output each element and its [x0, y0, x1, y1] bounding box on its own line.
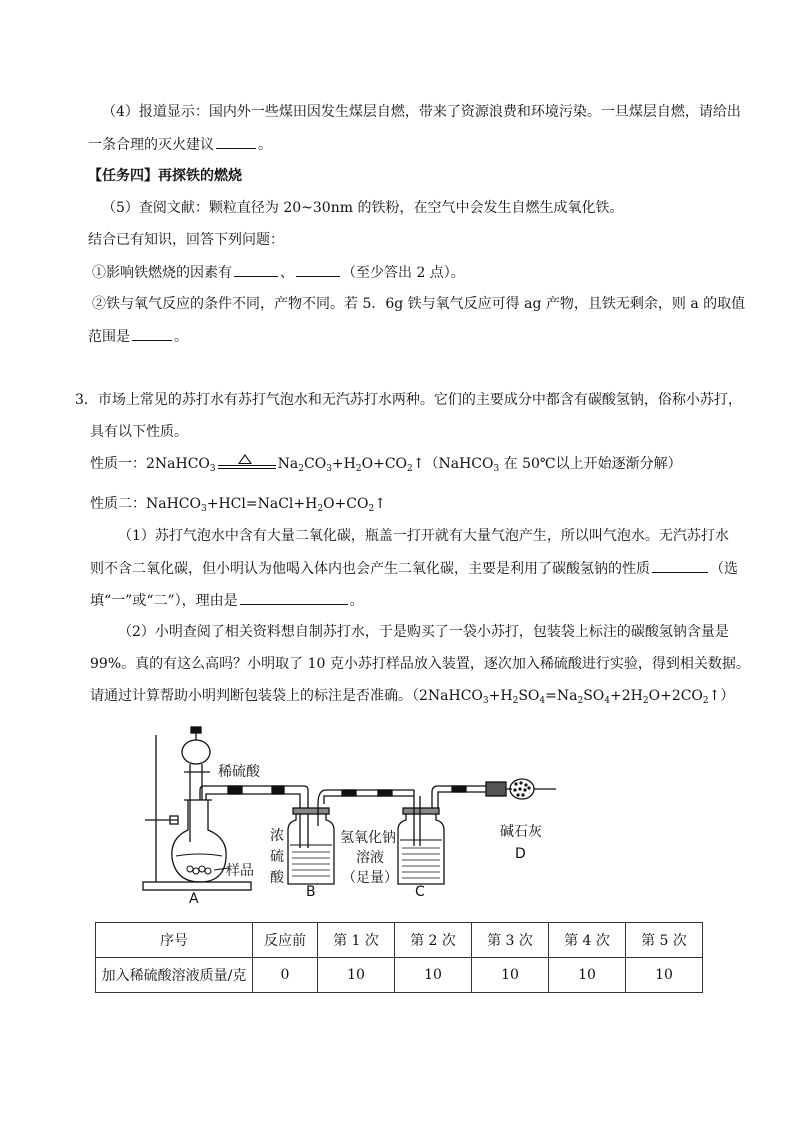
eq-text: +H — [488, 688, 513, 704]
separatory-funnel — [182, 740, 210, 764]
q2-sub2-line1: ②铁与氧气反应的条件不同，产物不同。若 5．6g 铁与氧气反应可得 ag 产物，且铁无剩余，则 a 的取值 — [92, 296, 746, 312]
sub1-prompt: ①影响铁燃烧的因素有 — [92, 265, 232, 281]
subscript: 2 — [355, 464, 362, 474]
table-header-cell: 第 1 次 — [318, 923, 395, 958]
subscript: 4 — [604, 696, 611, 706]
label-conc1: 浓 — [270, 828, 284, 844]
table-cell: 10 — [472, 958, 549, 993]
subscript: 3 — [201, 504, 207, 514]
eq-text: 请通过计算帮助小明判断包装袋上的标注是否准确。（2NaHCO — [90, 688, 483, 704]
subscript: 2 — [642, 696, 649, 706]
punct: 、 — [280, 265, 294, 281]
q3-part1-text: （选 — [710, 561, 738, 577]
table-header-cell: 第 4 次 — [549, 923, 626, 958]
eq-text: ↑（NaHCO — [412, 456, 494, 472]
table-row-label: 加入稀硫酸溶液质量/克 — [96, 958, 253, 993]
q3-intro-line1: 3．市场上常见的苏打水有苏打气泡水和无汽苏打水两种。它们的主要成分中都含有碳酸氢钠，俗称小苏打， — [75, 392, 742, 408]
q3-part2-line1: （2）小明查阅了相关资料想自制苏打水，于是购买了一袋小苏打，包装袋上标注的碳酸氢钠含量是 — [118, 624, 729, 640]
eq-text: CO — [303, 456, 327, 472]
delivery-tube — [200, 786, 308, 848]
eq-text: 性质一：2NaHCO — [90, 456, 210, 472]
eq-text: +2H — [610, 688, 643, 704]
label-b: B — [306, 884, 316, 900]
q3-part1-text: 则不含二氧化碳，但小明认为他喝入体内也会产生二氧化碳，主要是利用了碳酸氢钠的性质 — [90, 561, 650, 577]
sub1-note: （至少答出 2 点）。 — [342, 265, 465, 281]
eq-text: =Na — [545, 688, 578, 704]
punct: 。 — [174, 329, 188, 345]
table-cell: 10 — [395, 958, 472, 993]
eq-text: +H — [331, 456, 356, 472]
punct: 。 — [349, 593, 364, 609]
subscript: 3 — [482, 696, 489, 706]
eq-text: SO — [583, 688, 605, 704]
table-cell: 0 — [253, 958, 318, 993]
table-header-row — [96, 923, 703, 958]
table-header-cell: 第 5 次 — [626, 923, 703, 958]
table-header-cell: 序号 — [96, 923, 253, 958]
subscript: 2 — [702, 696, 709, 706]
bottle-b — [288, 814, 334, 884]
label-sufficient: （足量） — [342, 870, 398, 886]
label-solution: 溶液 — [356, 850, 384, 866]
label-soda-lime: 碱石灰 — [500, 824, 542, 840]
subscript: 2 — [317, 504, 324, 514]
subscript: 4 — [539, 696, 546, 706]
table-cell: 10 — [549, 958, 626, 993]
q2-part4-line1: （4）报道显示：国内外一些煤田因发生煤层自燃，带来了资源浪费和环境污染。一旦煤层自燃，请给出 — [102, 104, 741, 120]
eq-text: +HCl=NaCl+H — [206, 496, 318, 512]
eq-text: O+CO — [361, 456, 408, 472]
subscript: 3 — [493, 464, 500, 474]
q2-combine: 结合已有知识，回答下列问题： — [88, 232, 284, 248]
eq-text: 性质二：NaHCO — [90, 496, 201, 512]
q2-part5: （5）查阅文献：颗粒直径为 20~30nm 的铁粉，在空气中会发生自燃生成氧化铁。 — [102, 200, 624, 216]
eq-text: ↑） — [708, 688, 735, 704]
table-cell: 10 — [626, 958, 703, 993]
eq-text: SO — [518, 688, 540, 704]
label-a: A — [189, 891, 199, 907]
task4-heading: 【任务四】再探铁的燃烧 — [88, 168, 242, 184]
q3-part1-text: 填“一”或“二”），理由是 — [90, 593, 238, 609]
subscript: 2 — [298, 464, 304, 474]
eq-text: ↑ — [374, 496, 386, 512]
subscript: 3 — [326, 464, 332, 474]
table-header-cell: 第 2 次 — [395, 923, 472, 958]
subscript: 2 — [577, 696, 584, 706]
label-conc2: 硫 — [270, 849, 284, 865]
eq-text: O+2CO — [648, 688, 703, 704]
label-c: C — [415, 884, 425, 900]
q3-part1-line1: （1）苏打气泡水中含有大量二氧化碳，瓶盖一打开就有大量气泡产生，所以叫气泡水。无汽苏打水 — [118, 528, 729, 544]
label-naoh: 氢氧化钠 — [340, 830, 396, 846]
eq-text: 在 50℃以上开始逐渐分解） — [499, 456, 682, 472]
data-table — [95, 922, 703, 993]
table-header-cell: 反应前 — [253, 923, 318, 958]
punct: 。 — [258, 137, 272, 153]
label-conc3: 酸 — [270, 870, 284, 886]
label-sample: 样品 — [226, 863, 254, 879]
table-cell: 10 — [318, 958, 395, 993]
eq-text: O+CO — [323, 496, 369, 512]
bottle-c — [398, 814, 444, 884]
sub2-prompt: 范围是 — [88, 329, 130, 345]
table-row — [96, 958, 703, 993]
q3-part2-line2: 99%。真的有这么高吗？小明取了 10 克小苏打样品放入装置，逐次加入稀硫酸进行实验，得到相关数据。 — [90, 656, 750, 672]
label-d: D — [515, 846, 526, 862]
subscript: 3 — [209, 464, 216, 474]
label-acid: 稀硫酸 — [218, 764, 260, 780]
subscript: 2 — [407, 464, 413, 474]
eq-text: Na — [277, 456, 299, 472]
stand-base — [143, 882, 251, 890]
subscript: 2 — [512, 696, 519, 706]
q2-part4-prompt: 一条合理的灭火建议 — [88, 137, 214, 153]
rubber-connector — [486, 782, 506, 796]
subscript: 2 — [368, 504, 375, 514]
table-header-cell: 第 3 次 — [472, 923, 549, 958]
q3-intro-line2: 具有以下性质。 — [90, 424, 188, 440]
